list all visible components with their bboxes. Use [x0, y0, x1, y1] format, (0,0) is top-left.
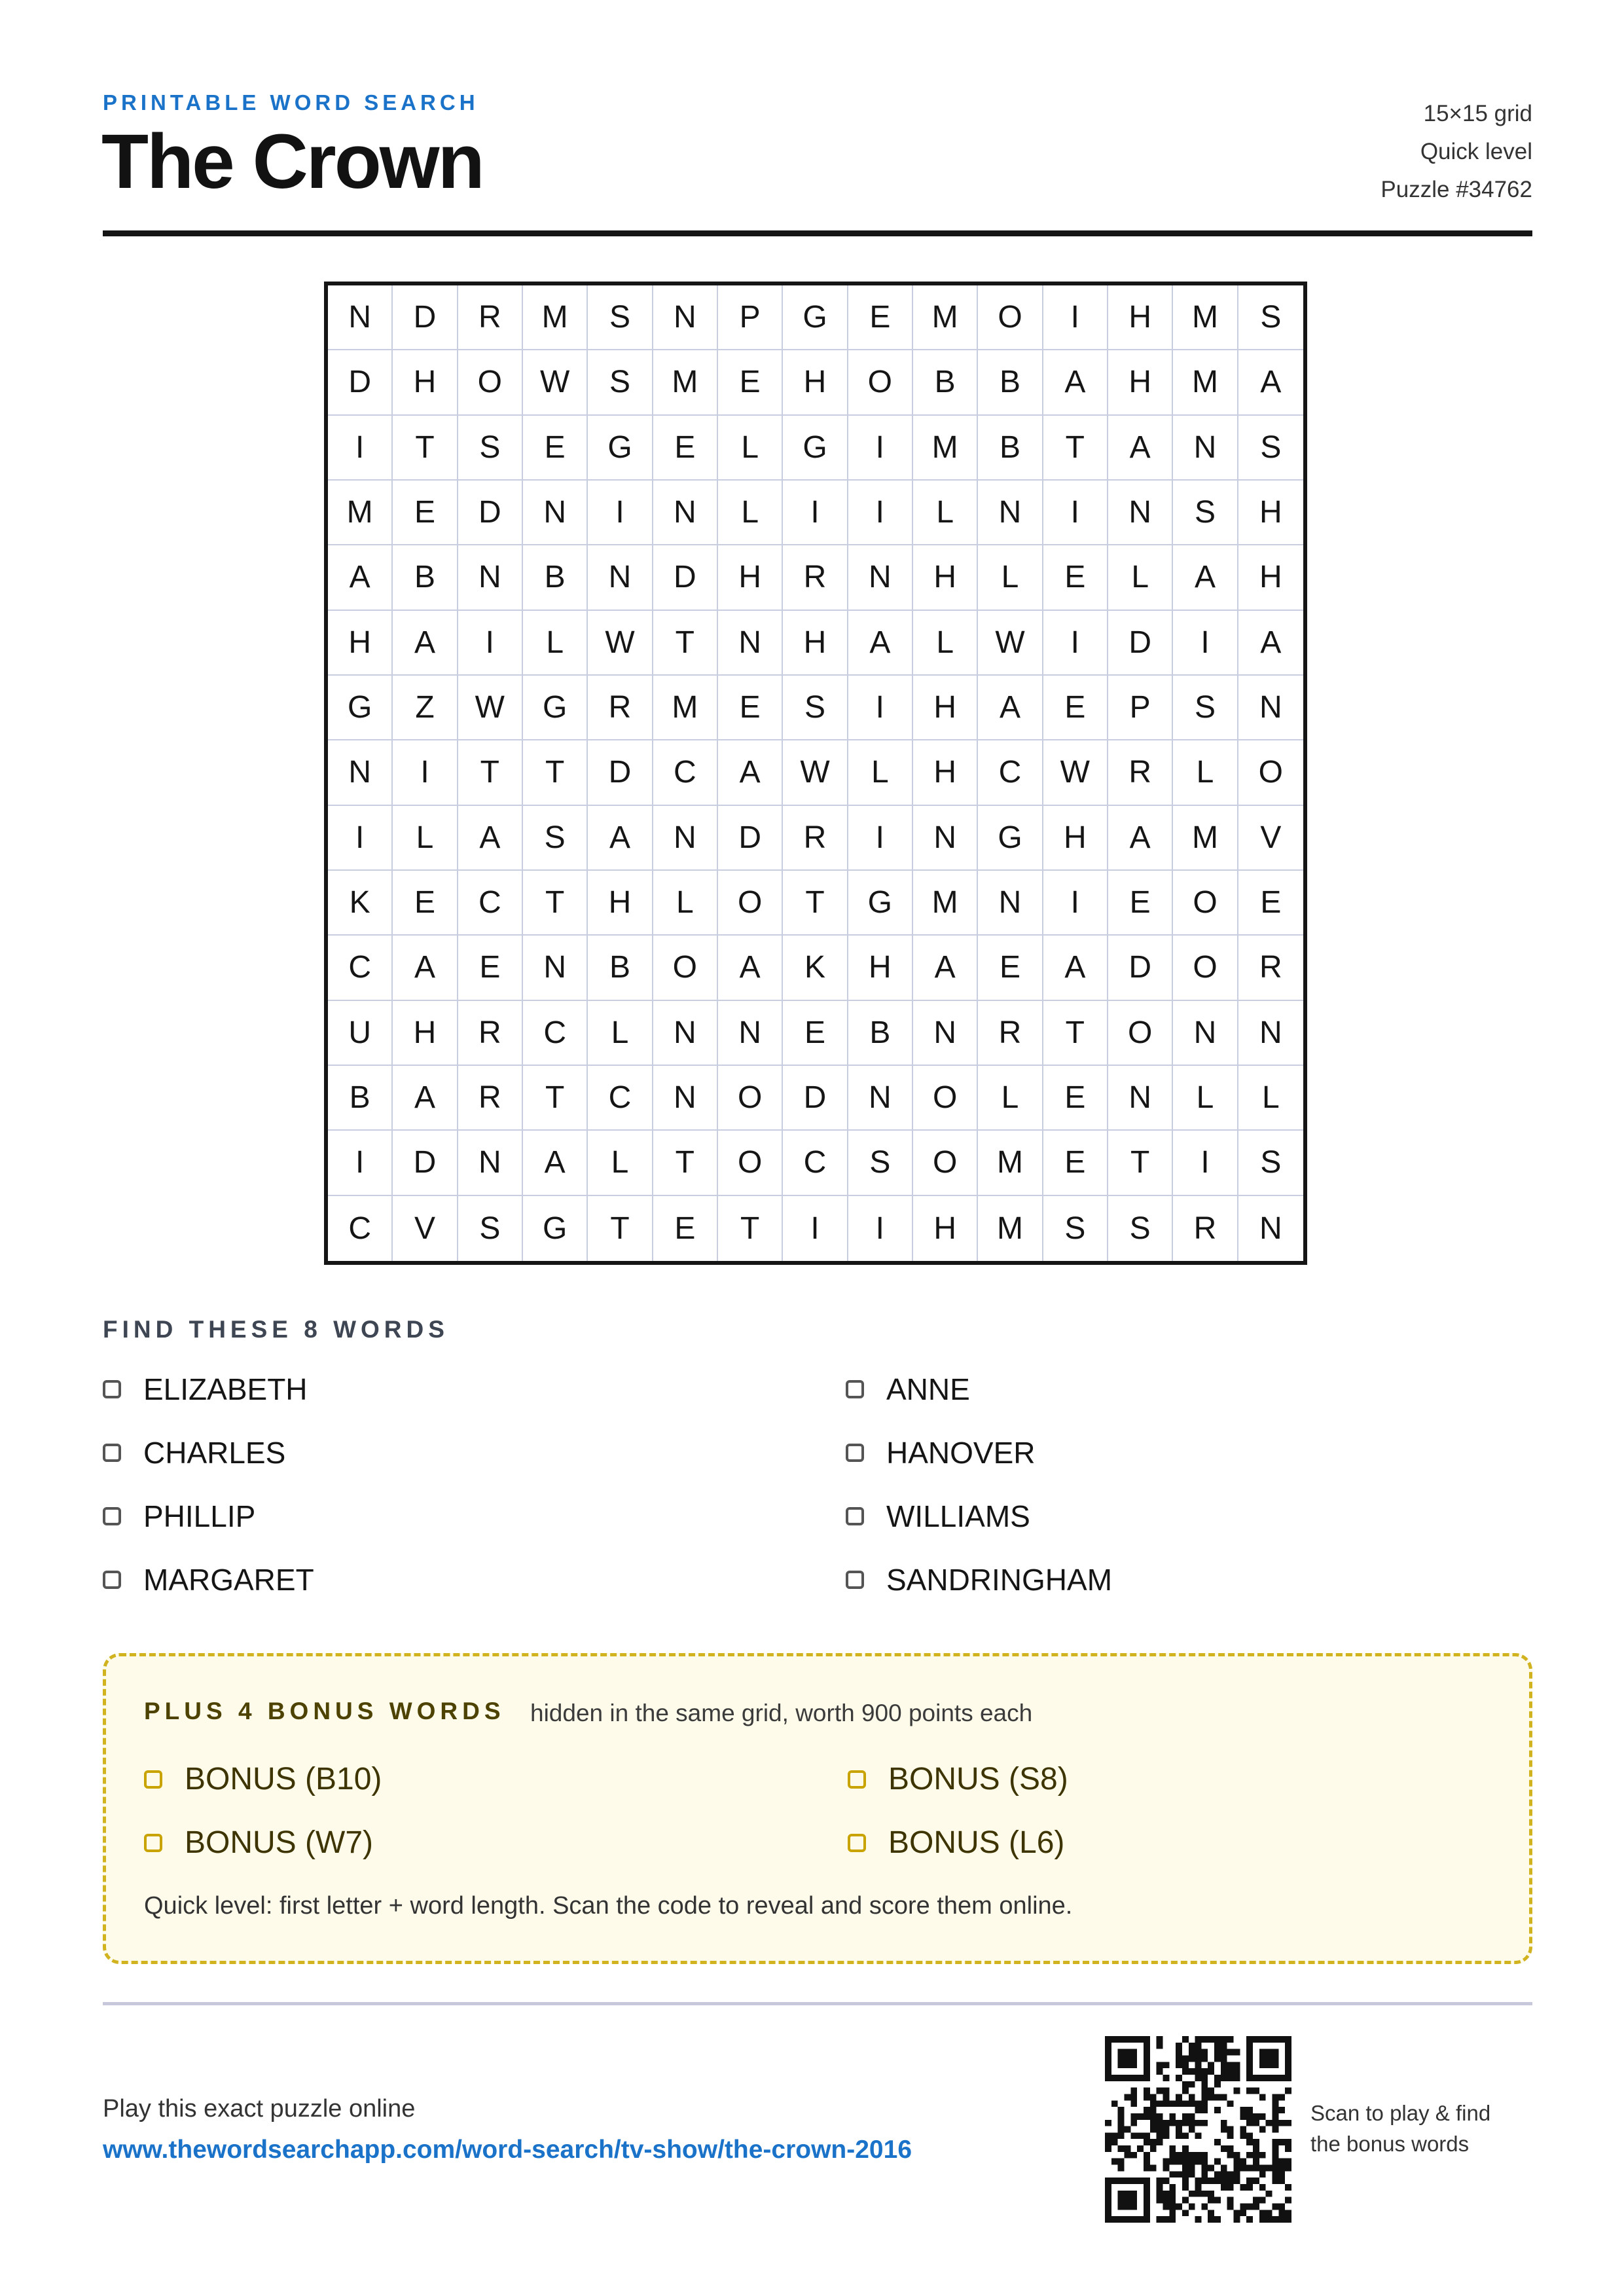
grid-cell[interactable]: B: [913, 350, 978, 415]
grid-cell[interactable]: E: [1108, 871, 1173, 936]
grid-cell[interactable]: N: [1238, 1001, 1303, 1066]
puzzle-meta: [1380, 95, 1532, 209]
grid-cell[interactable]: D: [458, 481, 523, 545]
grid-cell[interactable]: H: [393, 1001, 458, 1066]
grid-cell[interactable]: E: [523, 416, 588, 481]
grid-cell[interactable]: H: [783, 611, 848, 676]
grid-cell[interactable]: G: [588, 416, 653, 481]
grid-cell[interactable]: T: [523, 1066, 588, 1131]
grid-cell[interactable]: L: [978, 1066, 1043, 1131]
grid-cell[interactable]: M: [1173, 350, 1238, 415]
grid-cell[interactable]: B: [393, 545, 458, 610]
grid-cell[interactable]: H: [1238, 481, 1303, 545]
grid-cell[interactable]: N: [1173, 416, 1238, 481]
grid-cell[interactable]: W: [783, 740, 848, 805]
grid-cell[interactable]: N: [523, 481, 588, 545]
grid-cell[interactable]: H: [1108, 285, 1173, 350]
grid-cell[interactable]: M: [328, 481, 393, 545]
grid-cell[interactable]: O: [1108, 1001, 1173, 1066]
grid-cell[interactable]: H: [1043, 806, 1108, 871]
grid-cell[interactable]: B: [588, 936, 653, 1000]
checkbox[interactable]: [144, 1770, 162, 1789]
grid-cell[interactable]: I: [848, 1196, 913, 1261]
qr-caption: [1310, 2098, 1490, 2159]
grid-cell[interactable]: M: [1173, 285, 1238, 350]
grid-cell[interactable]: N: [718, 611, 783, 676]
grid-cell[interactable]: A: [718, 936, 783, 1000]
grid-cell[interactable]: I: [783, 1196, 848, 1261]
grid-cell[interactable]: I: [783, 481, 848, 545]
grid-cell[interactable]: L: [588, 1131, 653, 1195]
word-label: CHARLES: [143, 1436, 286, 1470]
grid-cell[interactable]: T: [523, 740, 588, 805]
grid-cell[interactable]: R: [458, 285, 523, 350]
grid-cell[interactable]: C: [978, 740, 1043, 805]
puzzle-number: Puzzle #34762: [1380, 177, 1532, 202]
grid-cell[interactable]: L: [393, 806, 458, 871]
grid-cell[interactable]: H: [783, 350, 848, 415]
grid-cell[interactable]: G: [783, 416, 848, 481]
grid-cell[interactable]: B: [978, 416, 1043, 481]
grid-cell[interactable]: N: [523, 936, 588, 1000]
grid-cell[interactable]: A: [588, 806, 653, 871]
grid-cell[interactable]: A: [848, 611, 913, 676]
grid-cell[interactable]: Z: [393, 676, 458, 740]
grid-cell[interactable]: B: [848, 1001, 913, 1066]
grid-cell[interactable]: H: [328, 611, 393, 676]
grid-cell[interactable]: C: [653, 740, 718, 805]
grid-cell[interactable]: E: [978, 936, 1043, 1000]
grid-cell[interactable]: I: [393, 740, 458, 805]
grid-cell[interactable]: L: [848, 740, 913, 805]
grid-cell[interactable]: W: [978, 611, 1043, 676]
grid-cell[interactable]: M: [913, 871, 978, 936]
difficulty-level: Quick level: [1420, 139, 1532, 164]
bonus-item[interactable]: [144, 1761, 382, 1797]
grid-cell[interactable]: R: [978, 1001, 1043, 1066]
bonus-heading: PLUS 4 BONUS WORDS: [144, 1698, 505, 1724]
grid-cell[interactable]: A: [523, 1131, 588, 1195]
grid-cell[interactable]: I: [1043, 481, 1108, 545]
grid-cell[interactable]: T: [1043, 416, 1108, 481]
grid-cell[interactable]: L: [523, 611, 588, 676]
grid-cell[interactable]: I: [1173, 611, 1238, 676]
bonus-label: BONUS (B10): [185, 1762, 382, 1796]
qr-code-icon[interactable]: [1105, 2036, 1291, 2223]
grid-cell[interactable]: N: [913, 1001, 978, 1066]
grid-cell[interactable]: W: [523, 350, 588, 415]
grid-cell[interactable]: K: [783, 936, 848, 1000]
grid-cell[interactable]: T: [1043, 1001, 1108, 1066]
grid-cell[interactable]: N: [978, 871, 1043, 936]
grid-cell[interactable]: S: [1238, 285, 1303, 350]
grid-cell[interactable]: T: [783, 871, 848, 936]
grid-cell[interactable]: E: [1043, 1131, 1108, 1195]
checkbox[interactable]: [846, 1380, 864, 1398]
grid-cell[interactable]: S: [523, 806, 588, 871]
grid-cell[interactable]: U: [328, 1001, 393, 1066]
grid-cell[interactable]: R: [458, 1066, 523, 1131]
grid-cell[interactable]: I: [848, 416, 913, 481]
page-kicker: PRINTABLE WORD SEARCH: [103, 90, 479, 115]
grid-cell[interactable]: A: [393, 611, 458, 676]
grid-cell[interactable]: N: [588, 545, 653, 610]
grid-cell[interactable]: T: [653, 611, 718, 676]
grid-cell[interactable]: S: [1238, 1131, 1303, 1195]
play-online-label: Play this exact puzzle online: [103, 2095, 416, 2123]
grid-cell[interactable]: N: [848, 545, 913, 610]
grid-cell[interactable]: A: [1043, 936, 1108, 1000]
grid-cell[interactable]: N: [848, 1066, 913, 1131]
grid-cell[interactable]: D: [1108, 936, 1173, 1000]
grid-cell[interactable]: T: [523, 871, 588, 936]
grid-cell[interactable]: S: [783, 676, 848, 740]
grid-cell[interactable]: W: [458, 676, 523, 740]
grid-cell[interactable]: O: [1238, 740, 1303, 805]
checkbox[interactable]: [846, 1571, 864, 1589]
grid-cell[interactable]: N: [1259, 1211, 1282, 1246]
grid-cell[interactable]: I: [1043, 611, 1108, 676]
grid-cell[interactable]: E: [653, 416, 718, 481]
grid-cell[interactable]: I: [848, 481, 913, 545]
grid-cell[interactable]: S: [458, 1196, 523, 1261]
grid-cell[interactable]: G: [783, 285, 848, 350]
grid-cell[interactable]: A: [1108, 416, 1173, 481]
grid-cell[interactable]: A: [1108, 806, 1173, 871]
grid-cell[interactable]: N: [458, 1131, 523, 1195]
grid-cell[interactable]: O: [1173, 871, 1238, 936]
grid-cell[interactable]: C: [523, 1001, 588, 1066]
grid-cell[interactable]: T: [1108, 1131, 1173, 1195]
grid-cell[interactable]: T: [718, 1196, 783, 1261]
grid-cell[interactable]: R: [458, 1001, 523, 1066]
grid-cell[interactable]: D: [393, 285, 458, 350]
grid-cell[interactable]: T: [653, 1131, 718, 1195]
header-divider: [103, 230, 1532, 236]
grid-cell[interactable]: N: [1238, 676, 1303, 740]
grid-cell[interactable]: S: [1043, 1196, 1108, 1261]
checkbox[interactable]: [103, 1444, 121, 1462]
grid-cell[interactable]: I: [328, 806, 393, 871]
grid-cell[interactable]: H: [718, 545, 783, 610]
grid-cell[interactable]: R: [783, 806, 848, 871]
grid-cell[interactable]: N: [1108, 481, 1173, 545]
grid-cell[interactable]: N: [328, 740, 393, 805]
grid-cell[interactable]: O: [718, 871, 783, 936]
grid-cell[interactable]: E: [718, 350, 783, 415]
grid-cell[interactable]: I: [848, 806, 913, 871]
grid-cell[interactable]: L: [1173, 1066, 1238, 1131]
grid-cell[interactable]: A: [1238, 350, 1303, 415]
grid-cell[interactable]: S: [848, 1131, 913, 1195]
grid-cell[interactable]: T: [588, 1196, 653, 1261]
grid-cell[interactable]: H: [393, 350, 458, 415]
grid-cell[interactable]: S: [588, 285, 653, 350]
checkbox[interactable]: [103, 1571, 121, 1589]
grid-cell[interactable]: C: [588, 1066, 653, 1131]
grid-cell[interactable]: H: [1238, 545, 1303, 610]
grid-cell[interactable]: M: [978, 1131, 1043, 1195]
grid-cell[interactable]: I: [328, 416, 393, 481]
checkbox[interactable]: [144, 1834, 162, 1852]
grid-cell[interactable]: R: [1173, 1196, 1238, 1261]
page-title: The Crown: [101, 118, 483, 205]
bonus-item[interactable]: [848, 1825, 1064, 1861]
grid-cell[interactable]: H: [848, 936, 913, 1000]
grid-cell[interactable]: L: [718, 416, 783, 481]
grid-cell[interactable]: A: [393, 936, 458, 1000]
grid-cell[interactable]: A: [913, 936, 978, 1000]
grid-cell[interactable]: I: [848, 676, 913, 740]
grid-cell[interactable]: C: [328, 936, 393, 1000]
word-item[interactable]: [846, 1562, 1112, 1597]
grid-cell[interactable]: B: [523, 545, 588, 610]
grid-cell[interactable]: I: [328, 1131, 393, 1195]
bonus-label: BONUS (W7): [185, 1825, 373, 1860]
grid-cell[interactable]: N: [1108, 1066, 1173, 1131]
grid-cell[interactable]: R: [783, 545, 848, 610]
grid-cell[interactable]: H: [588, 871, 653, 936]
bonus-label: BONUS (L6): [888, 1825, 1065, 1860]
grid-cell[interactable]: P: [718, 285, 783, 350]
grid-cell[interactable]: C: [328, 1196, 393, 1261]
qr-caption-line: Scan to play & find: [1310, 2101, 1491, 2125]
grid-cell[interactable]: O: [458, 350, 523, 415]
grid-cell[interactable]: S: [1238, 416, 1303, 481]
word-label: SANDRINGHAM: [886, 1563, 1113, 1597]
grid-cell[interactable]: N: [653, 806, 718, 871]
grid-cell[interactable]: R: [588, 676, 653, 740]
grid-cell[interactable]: H: [1108, 350, 1173, 415]
grid-cell[interactable]: O: [913, 1066, 978, 1131]
grid-cell[interactable]: S: [588, 350, 653, 415]
grid-cell[interactable]: M: [913, 285, 978, 350]
grid-cell[interactable]: D: [588, 740, 653, 805]
grid-cell[interactable]: H: [913, 545, 978, 610]
grid-cell[interactable]: W: [588, 611, 653, 676]
checkbox[interactable]: [848, 1834, 866, 1852]
grid-cell[interactable]: N: [653, 285, 718, 350]
grid-cell[interactable]: N: [653, 1066, 718, 1131]
grid-cell[interactable]: G: [523, 676, 588, 740]
bonus-item[interactable]: [144, 1825, 373, 1861]
grid-cell[interactable]: A: [458, 806, 523, 871]
grid-cell[interactable]: E: [458, 936, 523, 1000]
grid-cell[interactable]: D: [783, 1066, 848, 1131]
grid-cell[interactable]: P: [1108, 676, 1173, 740]
grid-cell[interactable]: N: [978, 481, 1043, 545]
grid-cell[interactable]: B: [978, 350, 1043, 415]
bonus-item[interactable]: [848, 1761, 1068, 1797]
qr-caption-line: the bonus words: [1310, 2132, 1470, 2156]
words-heading: FIND THESE 8 WORDS: [103, 1316, 449, 1343]
footer-divider: [103, 2002, 1532, 2005]
grid-cell[interactable]: C: [458, 871, 523, 936]
grid-cell[interactable]: D: [393, 1131, 458, 1195]
word-label: HANOVER: [886, 1436, 1036, 1470]
grid-cell[interactable]: M: [653, 676, 718, 740]
bonus-subheading: hidden in the same grid, worth 900 points each: [530, 1700, 1033, 1726]
grid-cell[interactable]: L: [913, 611, 978, 676]
bonus-panel: [103, 1653, 1532, 1964]
grid-cell[interactable]: M: [978, 1196, 1043, 1261]
grid-cell[interactable]: M: [1173, 806, 1238, 871]
grid-cell[interactable]: M: [653, 350, 718, 415]
checkbox[interactable]: [103, 1380, 121, 1398]
grid-cell[interactable]: G: [523, 1196, 588, 1261]
grid-cell[interactable]: L: [913, 481, 978, 545]
grid-cell[interactable]: H: [913, 740, 978, 805]
grid-cell[interactable]: O: [1173, 936, 1238, 1000]
puzzle-url-link[interactable]: www.thewordsearchapp.com/word-search/tv-show/the-crown-2016: [103, 2136, 912, 2164]
grid-cell[interactable]: L: [1238, 1066, 1303, 1131]
grid-cell[interactable]: D: [1108, 611, 1173, 676]
word-label: PHILLIP: [143, 1499, 256, 1533]
grid-cell[interactable]: E: [848, 285, 913, 350]
grid-size: 15×15 grid: [1423, 101, 1532, 126]
grid-cell[interactable]: A: [1043, 350, 1108, 415]
bonus-note: Quick level: first letter + word length. Scan the code to reveal and score them online.: [144, 1892, 1073, 1920]
checkbox[interactable]: [846, 1507, 864, 1525]
grid-cell[interactable]: O: [653, 936, 718, 1000]
grid-cell[interactable]: H: [913, 676, 978, 740]
grid-cell[interactable]: L: [718, 481, 783, 545]
grid-cell[interactable]: O: [913, 1131, 978, 1195]
word-item[interactable]: [846, 1372, 970, 1407]
grid-cell[interactable]: E: [718, 676, 783, 740]
grid-cell[interactable]: I: [1043, 285, 1108, 350]
grid-cell[interactable]: W: [1043, 740, 1108, 805]
grid-cell[interactable]: A: [1238, 611, 1303, 676]
word-item[interactable]: [103, 1499, 255, 1534]
grid-cell[interactable]: N: [328, 285, 393, 350]
grid-cell[interactable]: A: [978, 676, 1043, 740]
grid-cell[interactable]: E: [393, 871, 458, 936]
grid-cell[interactable]: S: [458, 416, 523, 481]
grid-cell[interactable]: E: [783, 1001, 848, 1066]
word-item[interactable]: [103, 1562, 314, 1597]
grid-cell[interactable]: K: [328, 871, 393, 936]
grid-cell[interactable]: S: [1173, 481, 1238, 545]
grid-cell[interactable]: N: [718, 1001, 783, 1066]
grid-cell[interactable]: H: [913, 1196, 978, 1261]
grid-cell[interactable]: E: [653, 1196, 718, 1261]
grid-cell[interactable]: O: [848, 350, 913, 415]
grid-cell[interactable]: E: [1043, 676, 1108, 740]
grid-cell[interactable]: I: [1043, 871, 1108, 936]
grid-cell[interactable]: N: [653, 481, 718, 545]
grid-cell[interactable]: N: [458, 545, 523, 610]
letter-grid[interactable]: [324, 282, 1307, 1265]
grid-cell[interactable]: L: [978, 545, 1043, 610]
grid-cell[interactable]: B: [328, 1066, 393, 1131]
grid-cell[interactable]: O: [978, 285, 1043, 350]
grid-cell[interactable]: I: [588, 481, 653, 545]
grid-cell[interactable]: A: [393, 1066, 458, 1131]
grid-cell[interactable]: N: [1173, 1001, 1238, 1066]
word-label: ELIZABETH: [143, 1372, 308, 1406]
grid-cell[interactable]: T: [458, 740, 523, 805]
word-label: MARGARET: [143, 1563, 314, 1597]
grid-cell[interactable]: L: [588, 1001, 653, 1066]
grid-cell[interactable]: D: [718, 806, 783, 871]
grid-cell[interactable]: R: [1238, 936, 1303, 1000]
grid-cell[interactable]: M: [523, 285, 588, 350]
word-item[interactable]: [103, 1435, 285, 1470]
checkbox[interactable]: [846, 1444, 864, 1462]
grid-cell[interactable]: G: [848, 871, 913, 936]
checkbox[interactable]: [103, 1507, 121, 1525]
grid-cell[interactable]: A: [1173, 545, 1238, 610]
grid-cell[interactable]: E: [393, 481, 458, 545]
grid-cell[interactable]: V: [1238, 806, 1303, 871]
grid-cell[interactable]: T: [393, 416, 458, 481]
grid-cell[interactable]: L: [1108, 545, 1173, 610]
grid-cell[interactable]: M: [913, 416, 978, 481]
word-item[interactable]: [846, 1435, 1035, 1470]
grid-cell[interactable]: E: [1043, 545, 1108, 610]
grid-cell[interactable]: D: [653, 545, 718, 610]
grid-cell[interactable]: A: [718, 740, 783, 805]
grid-cell[interactable]: V: [393, 1196, 458, 1261]
grid-cell[interactable]: L: [653, 871, 718, 936]
checkbox[interactable]: [848, 1770, 866, 1789]
grid-cell[interactable]: S: [1108, 1196, 1173, 1261]
bonus-label: BONUS (S8): [888, 1762, 1068, 1796]
grid-cell[interactable]: I: [1173, 1131, 1238, 1195]
grid-cell[interactable]: G: [978, 806, 1043, 871]
grid-cell[interactable]: L: [1173, 740, 1238, 805]
word-item[interactable]: [103, 1372, 308, 1407]
grid-cell[interactable]: D: [328, 350, 393, 415]
word-label: WILLIAMS: [886, 1499, 1030, 1533]
grid-cell[interactable]: G: [328, 676, 393, 740]
grid-cell[interactable]: A: [328, 545, 393, 610]
grid-cell[interactable]: N: [653, 1001, 718, 1066]
grid-cell[interactable]: I: [458, 611, 523, 676]
grid-cell[interactable]: E: [1238, 871, 1303, 936]
grid-cell[interactable]: O: [718, 1066, 783, 1131]
grid-cell[interactable]: O: [718, 1131, 783, 1195]
grid-cell[interactable]: R: [1108, 740, 1173, 805]
grid-cell[interactable]: S: [1173, 676, 1238, 740]
grid-cell[interactable]: E: [1043, 1066, 1108, 1131]
grid-cell[interactable]: N: [913, 806, 978, 871]
word-item[interactable]: [846, 1499, 1030, 1534]
grid-cell[interactable]: C: [783, 1131, 848, 1195]
word-label: ANNE: [886, 1372, 970, 1406]
